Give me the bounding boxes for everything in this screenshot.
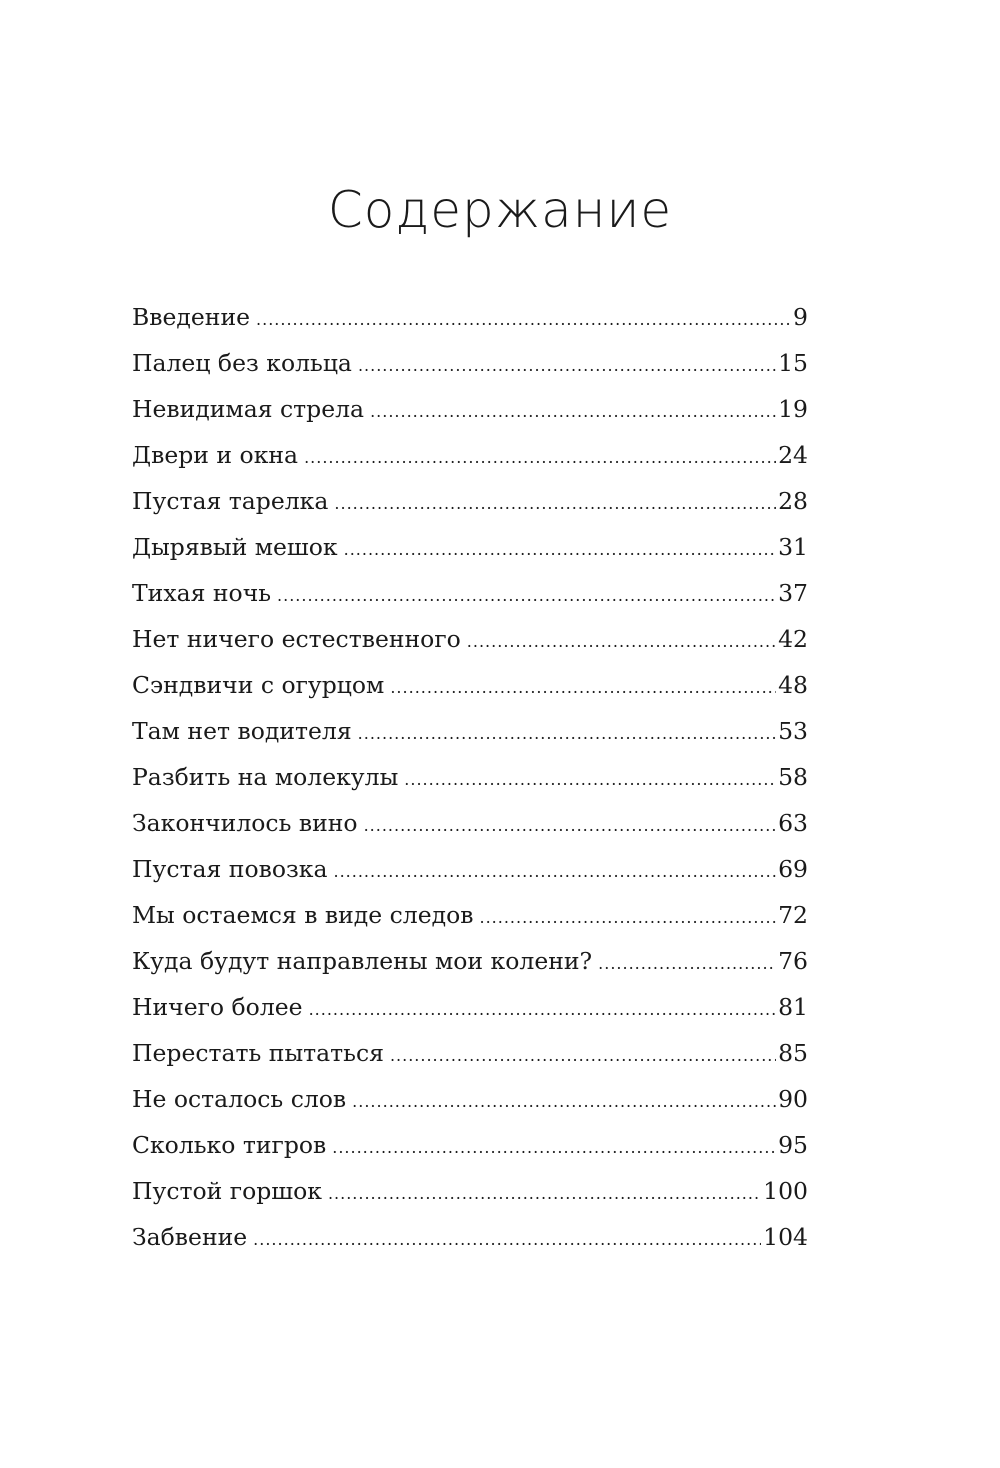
toc-entry-title: Дырявый мешок <box>132 533 338 561</box>
toc-page-number: 69 <box>778 855 808 883</box>
toc-entry <box>132 1214 808 1260</box>
toc-leader-dots <box>344 527 776 573</box>
toc-page-number: 42 <box>778 625 808 653</box>
toc-entry <box>132 892 808 938</box>
toc-page-number: 19 <box>778 395 808 423</box>
toc-leader-dots <box>256 297 791 343</box>
toc-entry-title: Забвение <box>132 1223 248 1251</box>
toc-leader-dots <box>467 619 776 665</box>
toc-page-number: 95 <box>778 1131 808 1159</box>
toc-entry <box>132 708 808 754</box>
toc-entry-title: Разбить на молекулы <box>132 763 399 791</box>
toc-page-number: 85 <box>778 1039 808 1067</box>
toc-entry-title: Невидимая стрела <box>132 395 365 423</box>
toc-page-number: 31 <box>778 533 808 561</box>
toc-page-number: 28 <box>778 487 808 515</box>
toc-entry-title: Сколько тигров <box>132 1131 327 1159</box>
toc-entry <box>132 800 808 846</box>
toc-leader-dots <box>334 849 777 895</box>
toc-entry <box>132 1030 808 1076</box>
toc-leader-dots <box>309 987 777 1033</box>
toc-entry <box>132 754 808 800</box>
toc-leader-dots <box>390 665 776 711</box>
toc-entry <box>132 340 808 386</box>
toc-entry <box>132 570 808 616</box>
toc-entry-title: Введение <box>132 303 251 331</box>
toc-leader-dots <box>304 435 776 481</box>
toc-leader-dots <box>334 481 776 527</box>
toc-entry <box>132 616 808 662</box>
toc-entry-title: Сэндвичи с огурцом <box>132 671 385 699</box>
toc-entry <box>132 386 808 432</box>
toc-leader-dots <box>370 389 776 435</box>
toc-entry <box>132 432 808 478</box>
toc-page-number: 90 <box>778 1085 808 1113</box>
toc-leader-dots <box>332 1125 776 1171</box>
toc-page-number: 48 <box>778 671 808 699</box>
toc-page-number: 37 <box>778 579 808 607</box>
toc-entry <box>132 662 808 708</box>
toc-entry-title: Закончилось вино <box>132 809 358 837</box>
toc-entry-title: Мы остаемся в виде следов <box>132 901 474 929</box>
toc-entry <box>132 294 808 340</box>
toc-page-number: 9 <box>793 303 808 331</box>
toc-entry <box>132 524 808 570</box>
toc-entry-title: Там нет водителя <box>132 717 352 745</box>
toc-leader-dots <box>598 941 776 987</box>
toc-leader-dots <box>479 895 776 941</box>
toc-page-number: 76 <box>778 947 808 975</box>
toc-entry <box>132 846 808 892</box>
toc-leader-dots <box>390 1033 776 1079</box>
toc-entry-title: Не осталось слов <box>132 1085 347 1113</box>
toc-leader-dots <box>352 1079 776 1125</box>
toc-leader-dots <box>358 343 776 389</box>
toc-entry-title: Двери и окна <box>132 441 299 469</box>
toc-entry <box>132 984 808 1030</box>
toc-entry <box>132 1122 808 1168</box>
toc-page-number: 81 <box>778 993 808 1021</box>
toc-entry-title: Нет ничего естественного <box>132 625 461 653</box>
toc-entry <box>132 478 808 524</box>
toc-entry <box>132 1076 808 1122</box>
toc-page-number: 15 <box>778 349 808 377</box>
toc-entry-title: Палец без кольца <box>132 349 352 377</box>
toc-page-number: 53 <box>778 717 808 745</box>
toc-entry-title: Пустая тарелка <box>132 487 329 515</box>
toc-entry-title: Тихая ночь <box>132 579 272 607</box>
toc-leader-dots <box>364 803 777 849</box>
toc-leader-dots <box>358 711 776 757</box>
toc-page-number: 58 <box>778 763 808 791</box>
toc-leader-dots <box>328 1171 761 1217</box>
page-title: Содержание <box>327 180 673 239</box>
table-of-contents <box>132 294 808 1260</box>
toc-entry-title: Пустая повозка <box>132 855 328 883</box>
toc-entry <box>132 1168 808 1214</box>
toc-entry <box>132 938 808 984</box>
toc-page-number: 104 <box>763 1223 808 1251</box>
toc-entry-title: Перестать пытаться <box>132 1039 384 1067</box>
toc-page-number: 100 <box>763 1177 808 1205</box>
toc-page-number: 72 <box>778 901 808 929</box>
toc-page-number: 63 <box>778 809 808 837</box>
toc-entry-title: Куда будут направлены мои колени? <box>132 947 593 975</box>
toc-leader-dots <box>404 757 776 803</box>
toc-leader-dots <box>253 1217 761 1263</box>
toc-entry-title: Ничего более <box>132 993 303 1021</box>
toc-entry-title: Пустой горшок <box>132 1177 322 1205</box>
toc-leader-dots <box>277 573 776 619</box>
toc-page-number: 24 <box>778 441 808 469</box>
